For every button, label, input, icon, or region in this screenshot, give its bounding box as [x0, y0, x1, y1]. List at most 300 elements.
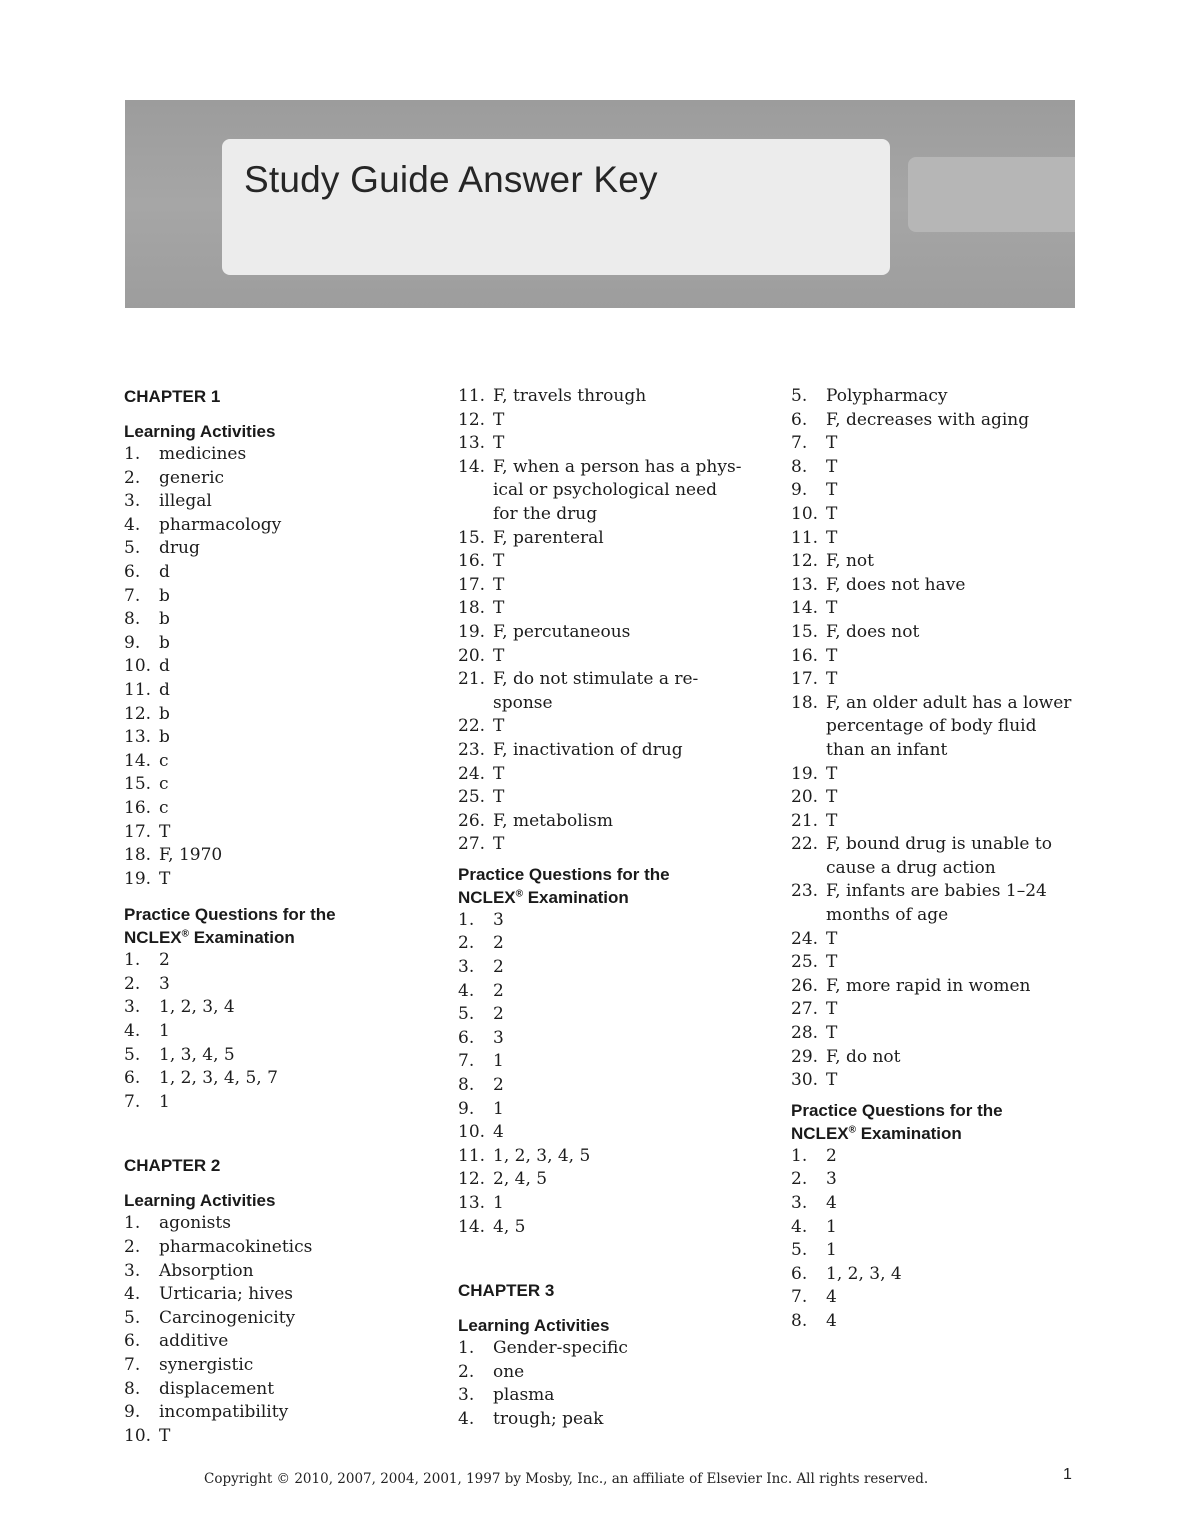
answer-item	[791, 1145, 1081, 1169]
answer-list	[124, 1212, 424, 1448]
answer-number: 1.	[458, 909, 475, 930]
answer-text: c	[159, 797, 169, 818]
answer-text: b	[159, 585, 170, 606]
answer-text: synergistic	[159, 1355, 254, 1375]
answer-item	[791, 1069, 1081, 1093]
page-title: Study Guide Answer Key	[244, 159, 658, 200]
answer-number: 4.	[458, 980, 475, 1001]
answer-item	[458, 1027, 758, 1051]
section-heading	[458, 863, 758, 886]
answer-item	[124, 1067, 424, 1091]
section-heading	[124, 420, 424, 443]
answer-number: 4.	[124, 514, 141, 535]
answer-number: 18.	[791, 692, 819, 713]
answer-item	[458, 909, 758, 933]
answer-number: 7.	[791, 1287, 808, 1308]
answer-item	[124, 1236, 424, 1260]
answer-number: 11.	[124, 679, 152, 700]
answer-number: 2.	[124, 973, 141, 994]
answer-number: 19.	[458, 621, 486, 642]
answer-text: 2	[493, 980, 504, 1001]
answer-list	[791, 1145, 1081, 1334]
answer-number: 26.	[458, 810, 486, 831]
answer-number: 5.	[124, 1044, 141, 1065]
answer-text: T	[159, 821, 171, 842]
answer-number: 20.	[791, 787, 819, 808]
answer-number: 14.	[124, 750, 152, 771]
answer-number: 7.	[791, 433, 808, 454]
answer-text: T	[826, 763, 838, 784]
answer-item	[458, 1098, 758, 1122]
answer-text: b	[159, 609, 170, 630]
answer-item	[124, 1354, 424, 1378]
answer-item	[791, 1263, 1081, 1287]
answer-number: 2.	[124, 1237, 141, 1258]
answer-number: 28.	[791, 1023, 819, 1044]
answer-item	[791, 880, 1081, 927]
answer-item	[791, 928, 1081, 952]
section-heading	[791, 1122, 1081, 1145]
answer-text: T	[826, 480, 838, 501]
answer-number: 7.	[124, 1355, 141, 1375]
section-heading-text: Learning Activities	[124, 1191, 276, 1211]
answer-number: 4.	[791, 1216, 808, 1237]
section-heading	[124, 1189, 424, 1212]
answer-number: 13.	[791, 574, 819, 595]
answer-item	[458, 1145, 758, 1169]
answer-number: 6.	[124, 1068, 141, 1089]
answer-text: 4, 5	[493, 1216, 526, 1237]
answer-number: 5.	[458, 1004, 475, 1025]
answer-item	[791, 409, 1081, 433]
title-panel	[222, 139, 890, 275]
answer-number: 21.	[791, 810, 819, 831]
answer-text: T	[493, 763, 505, 784]
answer-text: F, travels through	[493, 386, 647, 406]
answer-text: 4	[493, 1122, 504, 1143]
answer-number: 26.	[791, 975, 819, 996]
answer-text: T	[493, 598, 505, 619]
answer-number: 25.	[458, 787, 486, 808]
chapter-heading: CHAPTER 2	[124, 1156, 221, 1176]
answer-number: 22.	[458, 716, 486, 737]
chapter-heading: CHAPTER 3	[458, 1281, 555, 1301]
answer-item	[124, 703, 424, 727]
answer-text: d	[159, 561, 170, 582]
answer-text: 3	[493, 1027, 504, 1048]
header-banner	[125, 100, 1075, 308]
answer-text: T	[493, 551, 505, 572]
answer-item	[458, 1384, 758, 1408]
answer-item	[458, 1337, 758, 1361]
answer-item	[458, 1121, 758, 1145]
answer-item	[124, 632, 424, 656]
answer-number: 13.	[458, 1193, 486, 1213]
answer-item	[458, 1074, 758, 1098]
answer-text: drug	[159, 538, 200, 559]
answer-number: 9.	[124, 1402, 141, 1423]
answer-item	[791, 692, 1081, 763]
answer-number: 12.	[458, 1169, 486, 1190]
answer-text: 1, 2, 3, 4, 5, 7	[159, 1068, 278, 1089]
answer-number: 8.	[458, 1075, 475, 1096]
answer-item	[124, 467, 424, 491]
section-heading-text: NCLEX	[124, 928, 182, 948]
answer-text: 1, 2, 3, 4	[159, 997, 235, 1018]
answer-number: 30.	[791, 1070, 819, 1091]
answer-number: 9.	[458, 1098, 475, 1119]
answer-text: T	[493, 787, 505, 808]
answer-text: F, infants are babies 1–24 months of age	[826, 881, 1047, 926]
answer-item	[124, 537, 424, 561]
answer-number: 27.	[458, 834, 486, 855]
answer-number: 27.	[791, 999, 819, 1020]
answer-text: 2	[826, 1145, 837, 1166]
answer-number: 14.	[458, 456, 486, 477]
answer-text: F, an older adult has a lower percentage of body fluid than an infant	[826, 692, 1072, 760]
section-heading-text: Examination	[856, 1123, 962, 1143]
answer-item	[791, 1192, 1081, 1216]
answer-text: 1	[826, 1216, 837, 1237]
answer-number: 5.	[791, 1240, 808, 1261]
answer-text: T	[826, 456, 838, 477]
answer-number: 7.	[124, 585, 141, 606]
answer-item	[791, 550, 1081, 574]
answer-number: 15.	[124, 774, 152, 795]
answer-item	[124, 797, 424, 821]
answer-text: c	[159, 774, 169, 795]
answer-text: F, inactivation of drug	[493, 739, 683, 760]
answer-number: 5.	[791, 386, 808, 406]
answer-number: 4.	[124, 1284, 141, 1305]
answer-item	[458, 621, 758, 645]
answer-item	[458, 739, 758, 763]
answer-item	[458, 810, 758, 834]
answer-text: 1, 2, 3, 4	[826, 1263, 902, 1284]
answer-text: agonists	[159, 1213, 231, 1234]
spacer	[124, 1114, 424, 1154]
answer-text: T	[826, 810, 838, 831]
answer-text: 1	[493, 1051, 504, 1072]
answer-item	[458, 668, 758, 715]
answer-text: b	[159, 727, 170, 748]
answer-number: 4.	[124, 1021, 141, 1042]
answer-text: c	[159, 750, 169, 771]
answer-number: 1.	[124, 1213, 141, 1234]
section-heading-text: Learning Activities	[124, 422, 276, 441]
answer-item	[458, 833, 758, 857]
answer-text: medicines	[159, 444, 247, 464]
registered-mark: ®	[515, 888, 523, 900]
answer-item	[458, 385, 758, 409]
section-heading-text: NCLEX	[458, 887, 516, 907]
answer-text: Polypharmacy	[826, 386, 948, 406]
answer-text: T	[493, 409, 505, 430]
registered-mark: ®	[181, 928, 189, 940]
decorative-tab	[908, 157, 1075, 232]
answer-number: 23.	[791, 881, 819, 902]
answer-text: T	[826, 1023, 838, 1044]
answer-text: displacement	[159, 1378, 275, 1399]
answer-text: 1	[159, 1021, 170, 1042]
answer-text: generic	[159, 467, 225, 488]
answer-item	[791, 432, 1081, 456]
answer-item	[124, 844, 424, 868]
answer-number: 6.	[458, 1027, 475, 1048]
answer-item	[458, 956, 758, 980]
answer-text: incompatibility	[159, 1402, 289, 1423]
answer-number: 15.	[458, 527, 486, 548]
answer-text: 2	[493, 1075, 504, 1096]
answer-item	[124, 1212, 424, 1236]
answer-number: 16.	[791, 645, 819, 666]
answer-text: F, do not	[826, 1046, 901, 1067]
answer-item	[124, 949, 424, 973]
answer-number: 3.	[124, 491, 141, 512]
answer-text: T	[826, 952, 838, 973]
section-heading-text: Examination	[523, 887, 629, 907]
answer-number: 10.	[124, 1425, 152, 1446]
section-heading	[458, 886, 758, 909]
answer-text: T	[493, 645, 505, 666]
answer-text: trough; peak	[493, 1408, 604, 1429]
answer-number: 1.	[124, 950, 141, 971]
answer-item	[791, 597, 1081, 621]
answer-number: 2.	[791, 1169, 808, 1190]
answer-item	[791, 456, 1081, 480]
answer-number: 10.	[458, 1122, 486, 1143]
answer-number: 19.	[791, 763, 819, 784]
answer-text: F, do not stimulate a re- sponse	[493, 669, 699, 713]
answer-text: 1	[826, 1240, 837, 1261]
answer-number: 1.	[458, 1338, 475, 1359]
answer-text: Gender-specific	[493, 1338, 628, 1359]
answer-item	[124, 750, 424, 774]
answer-item	[124, 1091, 424, 1115]
answer-number: 23.	[458, 739, 486, 760]
answer-item	[791, 1310, 1081, 1334]
answer-item	[791, 951, 1081, 975]
answer-text: T	[826, 503, 838, 524]
answer-text: plasma	[493, 1385, 555, 1406]
answer-text: 1, 2, 3, 4, 5	[493, 1145, 591, 1166]
answer-text: 1	[493, 1098, 504, 1119]
answer-item	[124, 1260, 424, 1284]
answer-text: b	[159, 703, 170, 724]
answer-number: 14.	[791, 598, 819, 619]
answer-number: 13.	[458, 433, 486, 454]
section-heading	[791, 1099, 1081, 1122]
answer-number: 2.	[458, 933, 475, 954]
answer-number: 16.	[458, 551, 486, 572]
copyright-footer: Copyright © 2010, 2007, 2004, 2001, 1997 by Mosby, Inc., an affiliate of Elsevier Inc. All rights reserved.	[204, 1471, 929, 1487]
answer-number: 3.	[791, 1193, 808, 1213]
answer-number: 1.	[791, 1145, 808, 1166]
answer-list	[458, 1337, 758, 1431]
section-heading	[458, 1314, 758, 1337]
answer-number: 17.	[124, 821, 152, 842]
answer-number: 11.	[458, 386, 486, 406]
answer-item	[124, 655, 424, 679]
answer-item	[124, 821, 424, 845]
answer-text: 2	[159, 950, 170, 971]
answer-item	[791, 786, 1081, 810]
answer-number: 3.	[458, 957, 475, 978]
answer-text: 2, 4, 5	[493, 1169, 548, 1190]
answer-text: 4	[826, 1193, 837, 1213]
answer-text: d	[159, 656, 170, 677]
answer-item	[458, 1003, 758, 1027]
answer-item	[124, 868, 424, 892]
answer-text: 2	[493, 957, 504, 978]
answer-item	[791, 574, 1081, 598]
answer-text: 1, 3, 4, 5	[159, 1044, 235, 1065]
answer-text: T	[493, 834, 505, 855]
answer-item	[124, 773, 424, 797]
answer-item	[458, 456, 758, 527]
section-heading-text: Examination	[189, 928, 295, 948]
answer-text: T	[493, 574, 505, 595]
answer-number: 2.	[124, 467, 141, 488]
answer-item	[791, 975, 1081, 999]
answer-text: T	[826, 999, 838, 1020]
answer-item	[124, 973, 424, 997]
answer-text: Absorption	[159, 1260, 254, 1281]
answer-list	[458, 909, 758, 1239]
answer-text: T	[826, 1070, 838, 1091]
answer-text: T	[159, 1425, 171, 1446]
answer-item	[124, 561, 424, 585]
answer-text: T	[826, 433, 838, 454]
answer-text: 4	[826, 1287, 837, 1308]
answer-number: 22.	[791, 834, 819, 855]
answer-item	[791, 503, 1081, 527]
answer-item	[458, 1192, 758, 1216]
answer-number: 3.	[458, 1385, 475, 1406]
answer-item	[791, 645, 1081, 669]
answer-item	[458, 1168, 758, 1192]
answer-number: 13.	[124, 727, 152, 748]
answer-number: 10.	[791, 503, 819, 524]
answer-item	[458, 932, 758, 956]
answer-item	[791, 621, 1081, 645]
answer-item	[458, 715, 758, 739]
answer-number: 19.	[124, 868, 152, 889]
answer-number: 6.	[791, 1263, 808, 1284]
answer-text: T	[826, 645, 838, 666]
answer-text: 4	[826, 1310, 837, 1331]
spacer	[458, 1239, 758, 1279]
answer-text: F, not	[826, 551, 874, 572]
answer-item	[458, 1216, 758, 1240]
answer-list	[791, 385, 1081, 1093]
answer-item	[791, 527, 1081, 551]
answer-text: Carcinogenicity	[159, 1307, 296, 1328]
answer-text: T	[826, 669, 838, 690]
answer-text: 3	[493, 909, 504, 930]
answer-item	[124, 514, 424, 538]
answer-text: 3	[826, 1169, 837, 1190]
registered-mark: ®	[848, 1124, 856, 1136]
answer-number: 15.	[791, 621, 819, 642]
answer-number: 24.	[791, 928, 819, 949]
answer-number: 12.	[458, 409, 486, 430]
spacer	[124, 891, 424, 903]
answer-number: 4.	[458, 1408, 475, 1429]
answer-item	[791, 1046, 1081, 1070]
answer-column-3	[791, 385, 1081, 1334]
section-heading-text: NCLEX	[791, 1123, 849, 1143]
answer-item	[791, 1239, 1081, 1263]
answer-number: 18.	[458, 598, 486, 619]
answer-number: 3.	[124, 997, 141, 1018]
answer-text: F, does not	[826, 621, 920, 642]
answer-text: F, when a person has a phys- ical or psychological need for the drug	[493, 456, 742, 524]
answer-item	[458, 980, 758, 1004]
answer-item	[124, 585, 424, 609]
answer-text: d	[159, 679, 170, 700]
answer-text: F, more rapid in women	[826, 975, 1031, 996]
answer-number: 8.	[791, 1310, 808, 1331]
answer-number: 29.	[791, 1046, 819, 1067]
answer-item	[791, 479, 1081, 503]
answer-number: 17.	[791, 669, 819, 690]
answer-text: F, parenteral	[493, 527, 604, 548]
answer-number: 8.	[791, 456, 808, 477]
answer-text: 1	[493, 1193, 504, 1213]
answer-number: 9.	[791, 480, 808, 501]
answer-text: T	[826, 787, 838, 808]
answer-text: b	[159, 632, 170, 653]
answer-item	[124, 608, 424, 632]
answer-item	[791, 1286, 1081, 1310]
answer-text: 1	[159, 1091, 170, 1112]
answer-number: 6.	[791, 409, 808, 430]
answer-text: pharmacology	[159, 514, 282, 535]
section-heading-text: Practice Questions for the	[124, 905, 336, 925]
section-heading-text: Practice Questions for the	[791, 1100, 1003, 1120]
answer-item	[791, 763, 1081, 787]
answer-item	[124, 1330, 424, 1354]
answer-text: F, percutaneous	[493, 621, 631, 642]
answer-text: F, does not have	[826, 574, 966, 595]
chapter-heading: CHAPTER 1	[124, 387, 221, 406]
answer-text: F, metabolism	[493, 810, 613, 831]
answer-number: 25.	[791, 952, 819, 973]
answer-number: 14.	[458, 1216, 486, 1237]
answer-number: 6.	[124, 1331, 141, 1352]
answer-item	[458, 1408, 758, 1432]
page-number: 1	[1063, 1466, 1072, 1483]
answer-number: 12.	[791, 551, 819, 572]
answer-text: T	[826, 928, 838, 949]
answer-text: additive	[159, 1331, 229, 1352]
section-heading	[124, 926, 424, 949]
answer-item	[124, 1401, 424, 1425]
answer-number: 18.	[124, 845, 152, 866]
answer-item	[791, 1216, 1081, 1240]
answer-item	[791, 385, 1081, 409]
answer-text: 2	[493, 933, 504, 954]
answer-item	[124, 443, 424, 467]
answer-number: 11.	[458, 1145, 486, 1166]
answer-number: 8.	[124, 609, 141, 630]
answer-text: one	[493, 1361, 525, 1382]
answer-item	[458, 574, 758, 598]
answer-text: T	[493, 433, 505, 454]
answer-text: pharmacokinetics	[159, 1237, 313, 1258]
answer-item	[124, 996, 424, 1020]
